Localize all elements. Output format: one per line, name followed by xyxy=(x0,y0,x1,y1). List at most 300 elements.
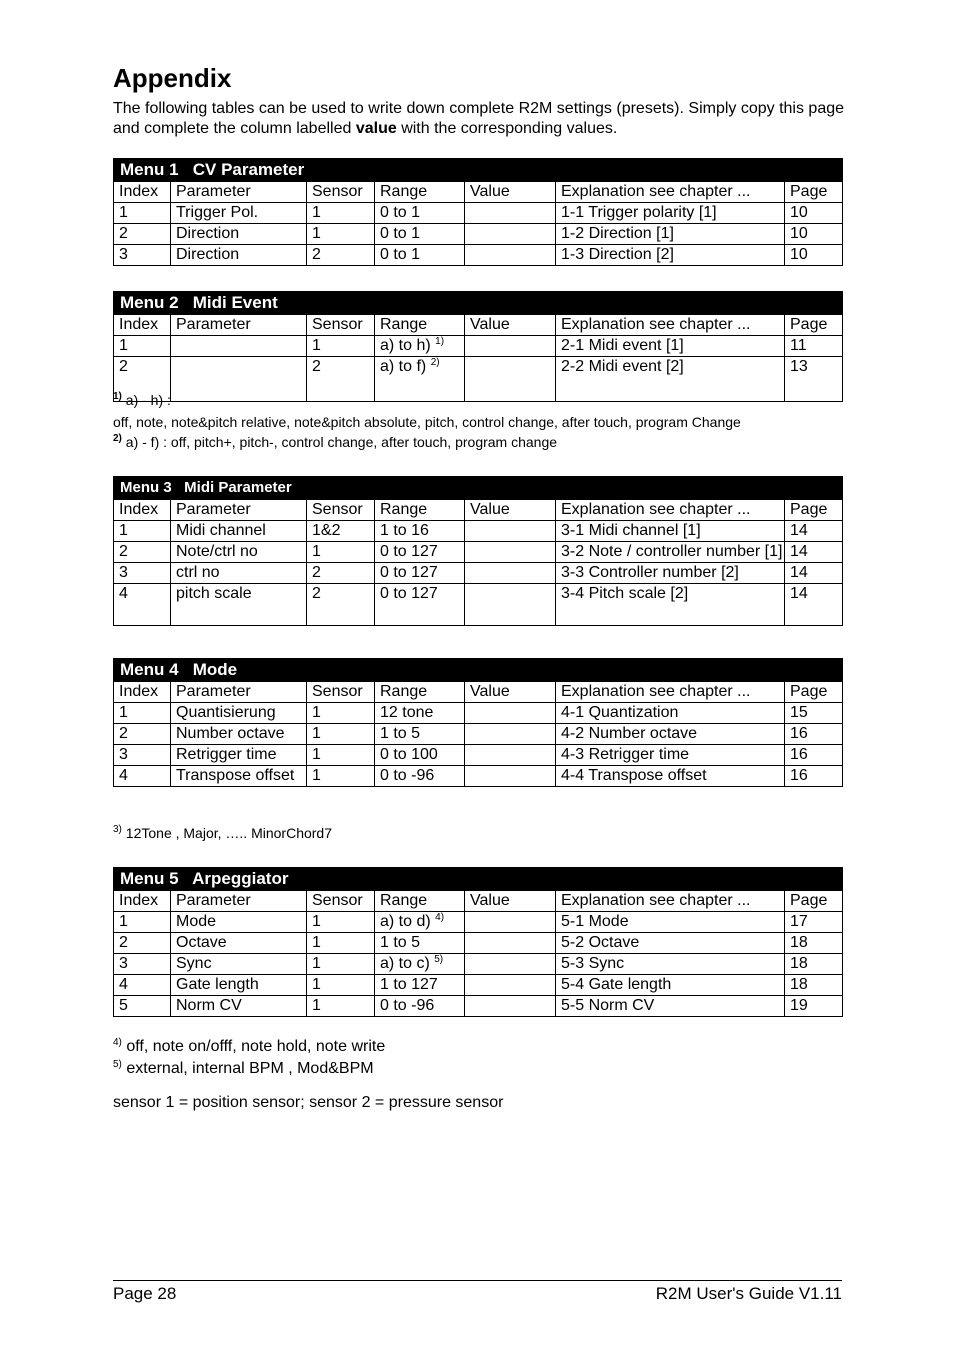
cell-explanation-text: 4-2 Number octave xyxy=(561,725,698,742)
cell-parameter xyxy=(171,703,307,724)
cell-parameter xyxy=(171,912,307,933)
cell-index xyxy=(114,521,171,542)
cell-sensor-text: 1 xyxy=(312,204,321,221)
menu-header-row xyxy=(114,659,843,682)
cell-explanation xyxy=(556,703,785,724)
menu-header-row xyxy=(114,868,843,891)
cell-range xyxy=(375,996,465,1017)
cell-range xyxy=(375,203,465,224)
cell-parameter xyxy=(171,996,307,1017)
cell-explanation-text: 4-1 Quantization xyxy=(561,704,679,721)
cell-parameter xyxy=(171,357,307,402)
cell-parameter xyxy=(171,224,307,245)
page-title: Appendix xyxy=(113,63,232,93)
cell-explanation xyxy=(556,357,785,402)
column-header-value: Value xyxy=(465,500,556,521)
range-footnote-mark: 5) xyxy=(434,954,444,965)
cell-sensor xyxy=(307,724,375,745)
cell-sensor-text: 1 xyxy=(312,337,321,354)
cell-parameter-text: Number octave xyxy=(176,725,285,742)
column-header-parameter: Parameter xyxy=(171,682,307,703)
menu-title: Menu 2 Midi Event xyxy=(114,292,843,315)
cell-range-text: 0 to -96 xyxy=(380,767,435,784)
cell-sensor xyxy=(307,703,375,724)
cell-explanation xyxy=(556,563,785,584)
table-row xyxy=(114,766,843,787)
intro-text-after: with the corresponding values. xyxy=(396,120,618,137)
cell-page-text: 18 xyxy=(790,955,808,972)
table-row xyxy=(114,203,843,224)
column-header-parameter: Parameter xyxy=(171,182,307,203)
cell-index xyxy=(114,584,171,626)
cell-page-text: 17 xyxy=(790,913,808,930)
cell-parameter xyxy=(171,724,307,745)
column-header-value: Value xyxy=(465,682,556,703)
cell-value[interactable] xyxy=(465,933,556,954)
column-header-page: Page xyxy=(785,891,843,912)
cell-range-text: 0 to 1 xyxy=(380,246,421,263)
cell-page-text: 19 xyxy=(790,997,808,1014)
column-header-index: Index xyxy=(114,182,171,203)
cell-index-text: 1 xyxy=(119,522,128,539)
cell-page-text: 16 xyxy=(790,767,808,784)
cell-sensor-text: 1 xyxy=(312,997,321,1014)
column-header-value: Value xyxy=(465,315,556,336)
menu-header-row xyxy=(114,159,843,182)
cell-range-text: 12 tone xyxy=(380,704,434,721)
cell-sensor-text: 2 xyxy=(312,358,321,375)
cell-sensor-text: 1 xyxy=(312,955,321,972)
cell-parameter xyxy=(171,563,307,584)
cell-parameter-text: Trigger Pol. xyxy=(176,204,259,221)
cell-page xyxy=(785,703,843,724)
cell-sensor-text: 1 xyxy=(312,704,321,721)
column-header-page: Page xyxy=(785,500,843,521)
cell-parameter-text: Transpose offset xyxy=(176,767,295,784)
table-row xyxy=(114,584,843,626)
footnote-1-mark: 1) xyxy=(113,391,122,402)
column-header-range: Range xyxy=(375,315,465,336)
column-header-range: Range xyxy=(375,182,465,203)
menu-title: Menu 4 Mode xyxy=(114,659,843,682)
cell-index xyxy=(114,542,171,563)
table-row xyxy=(114,954,843,975)
cell-page xyxy=(785,996,843,1017)
cell-value[interactable] xyxy=(465,703,556,724)
cell-range xyxy=(375,703,465,724)
cell-range-text: 0 to -96 xyxy=(380,997,435,1014)
cell-parameter-text: ctrl no xyxy=(176,564,220,581)
intro-paragraph xyxy=(113,99,853,139)
cell-page xyxy=(785,933,843,954)
cell-range-text: 0 to 127 xyxy=(380,585,438,602)
column-header-page: Page xyxy=(785,682,843,703)
column-header-row xyxy=(114,891,843,912)
cell-sensor xyxy=(307,357,375,402)
cell-value[interactable] xyxy=(465,203,556,224)
cell-explanation xyxy=(556,224,785,245)
table-row xyxy=(114,521,843,542)
cell-index-text: 2 xyxy=(119,358,128,375)
cell-index xyxy=(114,954,171,975)
cell-page xyxy=(785,563,843,584)
cell-range-text: 0 to 127 xyxy=(380,564,438,581)
footnote-5 xyxy=(113,1060,374,1078)
cell-explanation xyxy=(556,724,785,745)
cell-explanation-text: 3-3 Controller number [2] xyxy=(561,564,739,581)
cell-page xyxy=(785,584,843,626)
menu-header-row xyxy=(114,477,843,500)
footnote-4-text: off, note on/offf, note hold, note write xyxy=(126,1038,386,1055)
cell-page-text: 16 xyxy=(790,725,808,742)
cell-page-text: 16 xyxy=(790,746,808,763)
cell-range xyxy=(375,542,465,563)
column-header-parameter: Parameter xyxy=(171,891,307,912)
cell-index-text: 5 xyxy=(119,997,128,1014)
cell-range xyxy=(375,224,465,245)
footnote-1-label: a) - h) : xyxy=(125,392,171,408)
cell-value[interactable] xyxy=(465,224,556,245)
cell-range-text: a) to f) xyxy=(380,358,427,375)
cell-page xyxy=(785,954,843,975)
cell-parameter-text: Octave xyxy=(176,934,227,951)
cell-page xyxy=(785,766,843,787)
cell-parameter xyxy=(171,521,307,542)
cell-page-text: 10 xyxy=(790,225,808,242)
cell-sensor xyxy=(307,336,375,357)
cell-sensor-text: 1 xyxy=(312,913,321,930)
cell-value[interactable] xyxy=(465,912,556,933)
cell-parameter xyxy=(171,336,307,357)
cell-page-text: 14 xyxy=(790,564,808,581)
column-header-page: Page xyxy=(785,315,843,336)
column-header-explanation: Explanation see chapter ... xyxy=(556,182,785,203)
sensor-note: sensor 1 = position sensor; sensor 2 = pressure sensor xyxy=(113,1094,504,1111)
footer-page-number: Page 28 xyxy=(113,1284,177,1303)
cell-sensor xyxy=(307,996,375,1017)
cell-sensor xyxy=(307,745,375,766)
footnote-2-text: a) - f) : off, pitch+, pitch-, control change, after touch, program change xyxy=(125,434,558,450)
cell-sensor-text: 1 xyxy=(312,225,321,242)
table-row xyxy=(114,745,843,766)
cell-parameter-text: Gate length xyxy=(176,976,259,993)
cell-sensor xyxy=(307,975,375,996)
footnote-2-mark: 2) xyxy=(113,433,122,444)
cell-page xyxy=(785,542,843,563)
cell-sensor xyxy=(307,912,375,933)
cell-range xyxy=(375,336,465,357)
column-header-index: Index xyxy=(114,682,171,703)
cell-explanation-text: 4-3 Retrigger time xyxy=(561,746,690,763)
cell-parameter-text: Note/ctrl no xyxy=(176,543,258,560)
cell-range-text: 0 to 1 xyxy=(380,204,421,221)
cell-page xyxy=(785,745,843,766)
cell-explanation-text: 3-2 Note / controller number [1] xyxy=(561,543,783,560)
cell-explanation-text: 2-2 Midi event [2] xyxy=(561,358,684,375)
cell-explanation-text: 1-1 Trigger polarity [1] xyxy=(561,204,717,221)
cell-index-text: 1 xyxy=(119,913,128,930)
cell-explanation xyxy=(556,542,785,563)
cell-sensor-text: 1 xyxy=(312,746,321,763)
cell-explanation xyxy=(556,912,785,933)
column-header-explanation: Explanation see chapter ... xyxy=(556,682,785,703)
cell-range xyxy=(375,521,465,542)
cell-range xyxy=(375,975,465,996)
cell-index xyxy=(114,245,171,266)
footnote-1-text: off, note, note&pitch relative, note&pitch absolute, pitch, control change, after touch, program Change xyxy=(113,414,741,430)
menu-2-table xyxy=(113,291,843,402)
column-header-index: Index xyxy=(114,891,171,912)
cell-parameter xyxy=(171,766,307,787)
cell-parameter xyxy=(171,975,307,996)
cell-range xyxy=(375,563,465,584)
cell-explanation-text: 5-4 Gate length xyxy=(561,976,672,993)
cell-sensor xyxy=(307,584,375,626)
cell-sensor-text: 2 xyxy=(312,564,321,581)
column-header-sensor: Sensor xyxy=(307,182,375,203)
footnote-3 xyxy=(113,824,332,842)
column-header-parameter: Parameter xyxy=(171,500,307,521)
cell-range-text: 0 to 100 xyxy=(380,746,438,763)
footer-document-title: R2M User's Guide V1.11 xyxy=(655,1284,842,1303)
cell-parameter xyxy=(171,203,307,224)
cell-parameter-text: Retrigger time xyxy=(176,746,277,763)
cell-range xyxy=(375,724,465,745)
cell-page-text: 14 xyxy=(790,585,808,602)
column-header-sensor: Sensor xyxy=(307,500,375,521)
column-header-row xyxy=(114,315,843,336)
cell-sensor-text: 2 xyxy=(312,246,321,263)
intro-bold-word: value xyxy=(355,120,397,137)
cell-page-text: 10 xyxy=(790,246,808,263)
column-header-range: Range xyxy=(375,500,465,521)
cell-value[interactable] xyxy=(465,357,556,402)
cell-explanation-text: 5-3 Sync xyxy=(561,955,625,972)
cell-explanation-text: 1-2 Direction [1] xyxy=(561,225,674,242)
cell-page-text: 14 xyxy=(790,522,808,539)
cell-index-text: 2 xyxy=(119,725,128,742)
cell-parameter-text: pitch scale xyxy=(176,585,252,602)
column-header-explanation: Explanation see chapter ... xyxy=(556,315,785,336)
cell-value[interactable] xyxy=(465,521,556,542)
cell-index xyxy=(114,336,171,357)
cell-value[interactable] xyxy=(465,745,556,766)
cell-sensor-text: 1 xyxy=(312,767,321,784)
footnote-5-text: external, internal BPM , Mod&BPM xyxy=(126,1060,374,1077)
column-header-range: Range xyxy=(375,682,465,703)
cell-parameter-text: Mode xyxy=(176,913,217,930)
cell-range-text: 1 to 5 xyxy=(380,725,421,742)
cell-range-text: a) to d) xyxy=(380,913,431,930)
column-header-row xyxy=(114,682,843,703)
cell-value[interactable] xyxy=(465,954,556,975)
table-row xyxy=(114,724,843,745)
column-header-index: Index xyxy=(114,315,171,336)
cell-parameter-text: Quantisierung xyxy=(176,704,276,721)
cell-sensor xyxy=(307,224,375,245)
cell-page-text: 15 xyxy=(790,704,808,721)
table-row xyxy=(114,357,843,402)
cell-page xyxy=(785,912,843,933)
cell-range-text: a) to h) xyxy=(380,337,431,354)
column-header-parameter: Parameter xyxy=(171,315,307,336)
cell-explanation xyxy=(556,933,785,954)
cell-range-text: 1 to 16 xyxy=(380,522,429,539)
table-row xyxy=(114,542,843,563)
cell-sensor-text: 2 xyxy=(312,585,321,602)
footnote-3-mark: 3) xyxy=(113,824,122,835)
cell-value[interactable] xyxy=(465,542,556,563)
cell-parameter xyxy=(171,954,307,975)
footnote-2 xyxy=(113,433,557,451)
cell-page xyxy=(785,336,843,357)
cell-page-text: 13 xyxy=(790,358,808,375)
cell-explanation xyxy=(556,996,785,1017)
cell-range xyxy=(375,745,465,766)
cell-explanation-text: 2-1 Midi event [1] xyxy=(561,337,684,354)
cell-index-text: 4 xyxy=(119,976,128,993)
cell-range-text: 1 to 5 xyxy=(380,934,421,951)
cell-index xyxy=(114,975,171,996)
cell-explanation xyxy=(556,521,785,542)
table-row xyxy=(114,336,843,357)
table-row xyxy=(114,563,843,584)
cell-index-text: 2 xyxy=(119,934,128,951)
cell-page xyxy=(785,203,843,224)
table-row xyxy=(114,996,843,1017)
table-row xyxy=(114,912,843,933)
cell-index-text: 1 xyxy=(119,337,128,354)
menu-1-table xyxy=(113,158,843,266)
cell-explanation-text: 4-4 Transpose offset xyxy=(561,767,707,784)
cell-index xyxy=(114,912,171,933)
cell-explanation xyxy=(556,203,785,224)
cell-page-text: 10 xyxy=(790,204,808,221)
cell-index xyxy=(114,745,171,766)
cell-index xyxy=(114,766,171,787)
cell-range xyxy=(375,357,465,402)
cell-explanation xyxy=(556,245,785,266)
intro-text-before: The following tables can be used to write down complete R2M settings (presets). Simply copy this page and complete the column labelled xyxy=(113,100,845,137)
cell-value[interactable] xyxy=(465,996,556,1017)
cell-index xyxy=(114,224,171,245)
cell-page xyxy=(785,224,843,245)
range-footnote-mark: 2) xyxy=(430,357,440,368)
menu-4-table xyxy=(113,658,843,787)
cell-explanation-text: 5-2 Octave xyxy=(561,934,640,951)
footnote-1 xyxy=(113,391,171,409)
cell-explanation xyxy=(556,336,785,357)
cell-value[interactable] xyxy=(465,975,556,996)
table-row xyxy=(114,703,843,724)
cell-index-text: 3 xyxy=(119,564,128,581)
column-header-index: Index xyxy=(114,500,171,521)
cell-value[interactable] xyxy=(465,584,556,626)
cell-parameter xyxy=(171,584,307,626)
menu-5-table xyxy=(113,867,843,1017)
cell-explanation-text: 5-1 Mode xyxy=(561,913,629,930)
cell-parameter-text: Direction xyxy=(176,246,240,263)
cell-index xyxy=(114,996,171,1017)
cell-sensor xyxy=(307,563,375,584)
cell-page-text: 11 xyxy=(790,337,807,354)
cell-range xyxy=(375,933,465,954)
cell-index-text: 3 xyxy=(119,955,128,972)
cell-sensor xyxy=(307,203,375,224)
cell-index-text: 4 xyxy=(119,585,128,602)
cell-parameter-text: Midi channel xyxy=(176,522,266,539)
cell-explanation xyxy=(556,584,785,626)
table-row xyxy=(114,224,843,245)
cell-parameter-text: Norm CV xyxy=(176,997,242,1014)
footnote-5-mark: 5) xyxy=(113,1059,122,1070)
cell-index xyxy=(114,724,171,745)
cell-sensor-text: 1 xyxy=(312,543,321,560)
cell-value[interactable] xyxy=(465,724,556,745)
cell-sensor xyxy=(307,933,375,954)
cell-explanation xyxy=(556,745,785,766)
column-header-row xyxy=(114,182,843,203)
cell-value[interactable] xyxy=(465,563,556,584)
cell-index-text: 3 xyxy=(119,246,128,263)
cell-range-text: 1 to 127 xyxy=(380,976,438,993)
column-header-value: Value xyxy=(465,891,556,912)
cell-page xyxy=(785,245,843,266)
table-row xyxy=(114,933,843,954)
cell-index-text: 2 xyxy=(119,543,128,560)
cell-sensor-text: 1&2 xyxy=(312,522,341,539)
column-header-page: Page xyxy=(785,182,843,203)
cell-explanation-text: 3-1 Midi channel [1] xyxy=(561,522,701,539)
menu-header-row xyxy=(114,292,843,315)
cell-parameter xyxy=(171,933,307,954)
cell-explanation-text: 5-5 Norm CV xyxy=(561,997,655,1014)
cell-parameter xyxy=(171,542,307,563)
menu-title: Menu 5 Arpeggiator xyxy=(114,868,843,891)
cell-value[interactable] xyxy=(465,336,556,357)
cell-index-text: 4 xyxy=(119,767,128,784)
cell-sensor xyxy=(307,766,375,787)
cell-explanation xyxy=(556,766,785,787)
column-header-value: Value xyxy=(465,182,556,203)
footer-divider xyxy=(113,1280,842,1281)
column-header-sensor: Sensor xyxy=(307,682,375,703)
cell-explanation-text: 1-3 Direction [2] xyxy=(561,246,674,263)
cell-index xyxy=(114,703,171,724)
cell-range xyxy=(375,766,465,787)
cell-index xyxy=(114,203,171,224)
cell-sensor xyxy=(307,954,375,975)
cell-range xyxy=(375,245,465,266)
footnote-4 xyxy=(113,1038,385,1056)
cell-range-text: 0 to 1 xyxy=(380,225,421,242)
cell-page-text: 18 xyxy=(790,934,808,951)
cell-range-text: a) to c) xyxy=(380,955,430,972)
cell-sensor-text: 1 xyxy=(312,725,321,742)
column-header-explanation: Explanation see chapter ... xyxy=(556,891,785,912)
column-header-sensor: Sensor xyxy=(307,891,375,912)
cell-value[interactable] xyxy=(465,245,556,266)
column-header-range: Range xyxy=(375,891,465,912)
cell-value[interactable] xyxy=(465,766,556,787)
menu-3-table xyxy=(113,476,843,626)
menu-title: Menu 3 Midi Parameter xyxy=(114,477,843,500)
cell-sensor-text: 1 xyxy=(312,934,321,951)
cell-range xyxy=(375,584,465,626)
cell-index-text: 2 xyxy=(119,225,128,242)
cell-page-text: 18 xyxy=(790,976,808,993)
table-row xyxy=(114,975,843,996)
